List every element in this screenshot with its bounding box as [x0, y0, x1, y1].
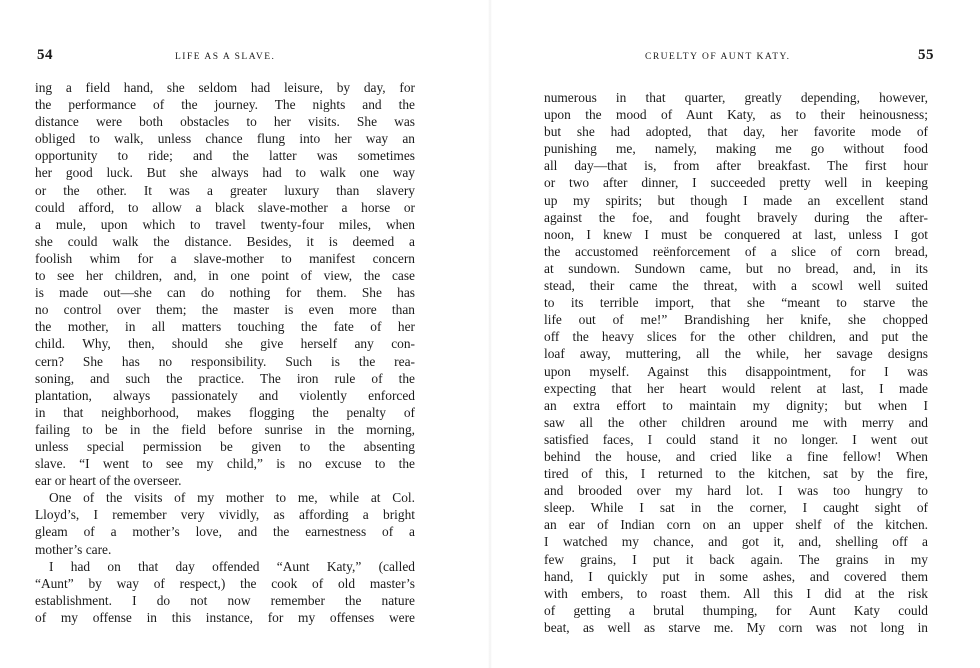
text-line: stead, their came the threat, with a scowl well suited: [544, 278, 928, 294]
page-number-right: 55: [918, 47, 934, 63]
text-line: or the other. It was a greater luxury than slavery: [35, 182, 415, 198]
text-line: beat, as well as starve me. My corn was not long in: [544, 619, 928, 635]
text-line: no control over them; the master is even more than: [35, 302, 415, 318]
text-line: foolish whim for a slave-mother to manifest concern: [35, 250, 415, 266]
text-line: to its terrible import, that she “meant to starve the: [544, 295, 928, 311]
text-line: ear or heart of the overseer.: [35, 473, 182, 489]
text-line: but she had adopted, that day, her favorite mode of: [544, 124, 928, 140]
text-line: One of the visits of my mother to me, while at Col.: [49, 490, 415, 506]
text-line: few grains, I put it back again. The grains in my: [544, 551, 928, 567]
text-line: an ear of Indian corn on an upper shelf of the kitchen.: [544, 517, 928, 533]
text-line: with embers, to roast them. All this I did at the risk: [544, 585, 928, 601]
page-number-left: 54: [37, 47, 53, 63]
text-line: “Aunt” by way of respect,) the cook of old master’s: [35, 575, 415, 591]
text-line: behind the house, and cried like a fine fellow! When: [544, 448, 928, 464]
text-line: I watched my chance, and got it, and, shelling off a: [544, 534, 928, 550]
text-line: sleep. While I sat in the corner, I caught sight of: [544, 500, 928, 516]
text-line: off the heavy slices for the other children, and put the: [544, 329, 928, 345]
text-line: mother’s care.: [35, 541, 112, 557]
text-line: saw all the other children around me with merry and: [544, 414, 928, 430]
text-line: to see her children, and, in one point of view, the case: [35, 268, 415, 284]
text-line: child. Why, then, should she give herself any con-: [35, 336, 415, 352]
right-page: [490, 0, 980, 668]
text-line: upon myself. Against this disappointment, for I was: [544, 363, 928, 379]
text-line: or two after dinner, I succeeded pretty well in keeping: [544, 175, 928, 191]
text-line: Lloyd’s, I remember very vividly, as affording a bright: [35, 507, 415, 523]
text-line: up my spirits; but though I made an excellent stand: [544, 192, 928, 208]
text-line: I had on that day offended “Aunt Katy,” (called: [49, 558, 415, 574]
text-line: punishing me, namely, making me go without food: [544, 141, 928, 157]
text-line: noon, I knew I must be conquered at last, unless I got: [544, 226, 928, 242]
text-line: numerous in that quarter, greatly depending, however,: [544, 90, 928, 105]
text-line: unless special permission be given to the absenting: [35, 438, 415, 454]
text-line: all day—that is, from after breakfast. The first hour: [544, 158, 928, 174]
text-line: an extra effort to maintain my dignity; but when I: [544, 397, 928, 413]
text-line: hand, I quickly put in some ashes, and covered them: [544, 568, 928, 584]
text-line: in that neighborhood, makes flogging the penalty of: [35, 404, 415, 420]
text-line: opportunity to ride; and the latter was sometimes: [35, 148, 415, 164]
left-page-text: [35, 79, 415, 626]
text-line: could afford, to allow a black slave-mother a horse or: [35, 199, 415, 215]
text-line: against the foe, and fought bravely during the after-: [544, 209, 928, 225]
text-line: distance were both obstacles to her visits. She was: [35, 114, 415, 130]
text-line: loaf away, muttering, all the while, her savage designs: [544, 346, 928, 362]
text-line: at sundown. Sundown came, but no bread, and, in its: [544, 260, 928, 276]
text-line: is made out—she can do nothing for them. She has: [35, 285, 415, 301]
running-head-left: LIFE AS A SLAVE.: [175, 52, 276, 62]
text-line: plantation, always passionately and violently enforced: [35, 387, 415, 403]
text-line: establishment. I do not now remember the nature: [35, 592, 415, 608]
text-line: satisfied faces, I could stand it no longer. I went out: [544, 431, 928, 447]
text-line: her good luck. But she always had to walk one way: [35, 165, 415, 181]
text-line: failing to be in the field before sunrise in the morning,: [35, 421, 415, 437]
right-page-text: [544, 89, 928, 636]
text-line: cern? She has no responsibility. Such is the rea-: [35, 353, 415, 369]
running-head-right: CRUELTY OF AUNT KATY.: [645, 52, 791, 62]
text-line: life out of me!” Brandishing her knife, she chopped: [544, 312, 928, 328]
text-line: the mother, in all matters touching the fate of her: [35, 319, 415, 335]
text-line: she could walk the distance. Besides, it is deemed a: [35, 233, 415, 249]
text-line: gleam of a mother’s love, and the earnestness of a: [35, 524, 415, 540]
text-line: obliged to walk, unless chance flung into her way an: [35, 131, 415, 147]
text-line: a mule, upon which to travel twenty-four miles, when: [35, 216, 415, 232]
text-line: and brooded over my hard lot. I was too hungry to: [544, 483, 928, 499]
text-line: upon the mood of Aunt Katy, as to their heinousness;: [544, 107, 928, 123]
text-line: of my offense in this instance, for my offenses were: [35, 609, 415, 625]
text-line: expecting that her heart would relent at last, I made: [544, 380, 928, 396]
text-line: slave. “I went to see my child,” is no excuse to the: [35, 456, 415, 472]
text-line: the accustomed reënforcement of a slice of corn bread,: [544, 243, 928, 259]
text-line: ing a field hand, she seldom had leisure, by day, for: [35, 80, 415, 95]
text-line: soning, and such the practice. The iron rule of the: [35, 370, 415, 386]
text-line: of getting a brutal thumping, for Aunt Katy could: [544, 602, 928, 618]
text-line: tired of this, I returned to the kitchen, sat by the fire,: [544, 466, 928, 482]
text-line: the performance of the journey. The nights and the: [35, 97, 415, 113]
